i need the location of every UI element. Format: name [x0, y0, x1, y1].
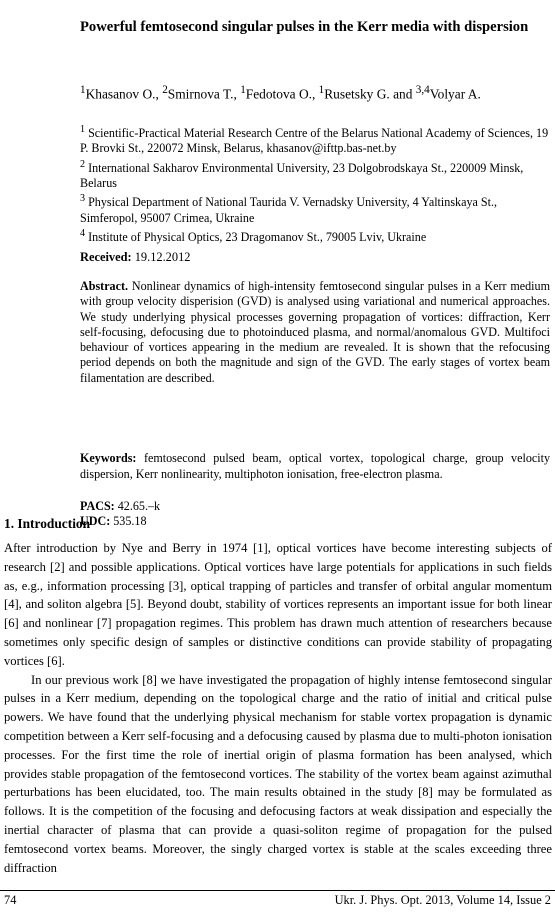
keywords-text: femtosecond pulsed beam, optical vortex, topological charge, group velocity dispersion, Kerr nonlinearity, multiphoton ionisation, free-electron plasma.: [80, 451, 550, 481]
received-date: [80, 250, 550, 266]
affiliation-text: International Sakharov Environmental University, 23 Dolgobrodskaya St., 220009 Minsk, Belarus: [80, 160, 524, 190]
author-affil-sup: 1: [318, 84, 325, 96]
received-value: 19.12.2012: [131, 250, 191, 264]
affiliation-item: [80, 191, 550, 226]
author-affil-sup: 1: [240, 84, 246, 96]
affiliation-sup: 1: [80, 124, 86, 135]
journal-citation: Ukr. J. Phys. Opt. 2013, Volume 14, Issue 2: [334, 893, 551, 907]
abstract: [80, 279, 550, 386]
affiliation-text: Scientific-Practical Material Research Centre of the Belarus National Academy of Sciences, 19 P. Brovki St., 220072 Minsk, Belarus, khasanov@ifttp.bas-net.by: [80, 126, 549, 156]
affiliation-sup: 3: [80, 193, 86, 205]
paper-title: Powerful femtosecond singular pulses in the Kerr media with dispersion: [80, 19, 529, 35]
author-affil-sup: 3,4: [415, 84, 430, 96]
affiliation-text: Institute of Physical Optics, 23 Dragomanov St., 79005 Lviv, Ukraine: [85, 229, 427, 244]
affiliation-item: [80, 226, 550, 245]
author-name: Khasanov O.,: [85, 86, 163, 102]
section-heading: 1. Introduction: [4, 516, 91, 531]
author-name: Smirnova T.,: [167, 86, 241, 102]
keywords-label: Keywords:: [80, 451, 137, 465]
page-number: 74: [4, 893, 17, 907]
author-affil-sup: 1: [80, 84, 86, 96]
affiliation-list: [80, 122, 550, 245]
pacs-code: [80, 499, 550, 514]
udc-label: UDC:: [80, 514, 111, 528]
pacs-label: PACS:: [80, 499, 115, 513]
body-paragraph: After introduction by Nye and Berry in 1974 [1], optical vortices have become interesting subjects of research [2] and possible applications. Optical vortices have large potentials for applications in such fields as, e.g., information processing [3], optical trapping of particles and transfer of orbital angular momentum [4], and soliton algebra [5]. Beyond doubt, stability of vortices represents an important issue for both linear [6] and nonlinear [7] propagation regimes. This problem has drawn much attention of researchers because sometimes only specific design of samples or distinctive conditions can provide stability of propagating vortices [6].: [4, 541, 552, 668]
author-list: [80, 82, 550, 102]
affiliation-sup: 2: [80, 158, 86, 170]
pacs-value: 42.65.–k: [114, 499, 161, 513]
received-label: Received:: [80, 250, 132, 264]
abstract-label: Abstract.: [80, 279, 129, 293]
affiliation-item: [80, 157, 550, 192]
affiliation-text: Physical Department of National Taurida V. Vernadsky University, 4 Yaltinskaya St., Simferopol, 95007 Crimea, Ukraine: [80, 195, 498, 225]
author-affil-sup: 2: [162, 84, 168, 96]
keywords: [80, 451, 550, 482]
affiliation-item: [80, 122, 550, 157]
body-paragraph: In our previous work [8] we have investigated the propagation of highly intense femtosecond singular pulses in a Kerr medium, depending on the topological charge and the ratio of initial and critical pulse powers. We have found that the underlying physical mechanism for stable vortex propagation is dynamic competition between a Kerr self-focusing and a defocusing caused by plasma due to multi-photon ionisation processes. For the first time the role of inertial origin of plasma formation has been analysed, which provides stable propagation of the femtosecond vortices. The stability of the vortex beam against azimuthal perturbations has been elucidated, too. The main results obtained in the study [8] may be formulated as follows. It is the competition of the focusing and defocusing factors at weak dissipation and especially the inertial character of plasma that can provide a quasi-soliton regime of propagation for the pulsed femtosecond vortex beams. Moreover, the singly charged vortex is stable at the scales exceeding three diffraction: [4, 672, 552, 875]
author-name: Fedotova O.,: [245, 86, 319, 102]
affiliation-sup: 4: [80, 227, 86, 239]
body-text: [4, 539, 552, 877]
footer-rule: [0, 890, 555, 891]
abstract-text: Nonlinear dynamics of high-intensity femtosecond singular pulses in a Kerr medium with group velocity disperision (GVD) is analysed using variational and numerical approaches. We study underlying physical processes governing propagation of vortices: diffraction, Kerr self-focusing, defocusing due to photoinduced plasma, and normal/anomalous GVD. Multifoci behaviour of vortices appearing in the medium are revealed. It is shown that the refocusing period depends on both the magnitude and sign of the GVD. The early stages of vortex beam filamentation are described.: [80, 279, 550, 385]
author-name: Rusetsky G. and: [324, 86, 416, 102]
author-name: Volyar A.: [429, 86, 481, 102]
udc-value: 535.18: [110, 514, 147, 528]
